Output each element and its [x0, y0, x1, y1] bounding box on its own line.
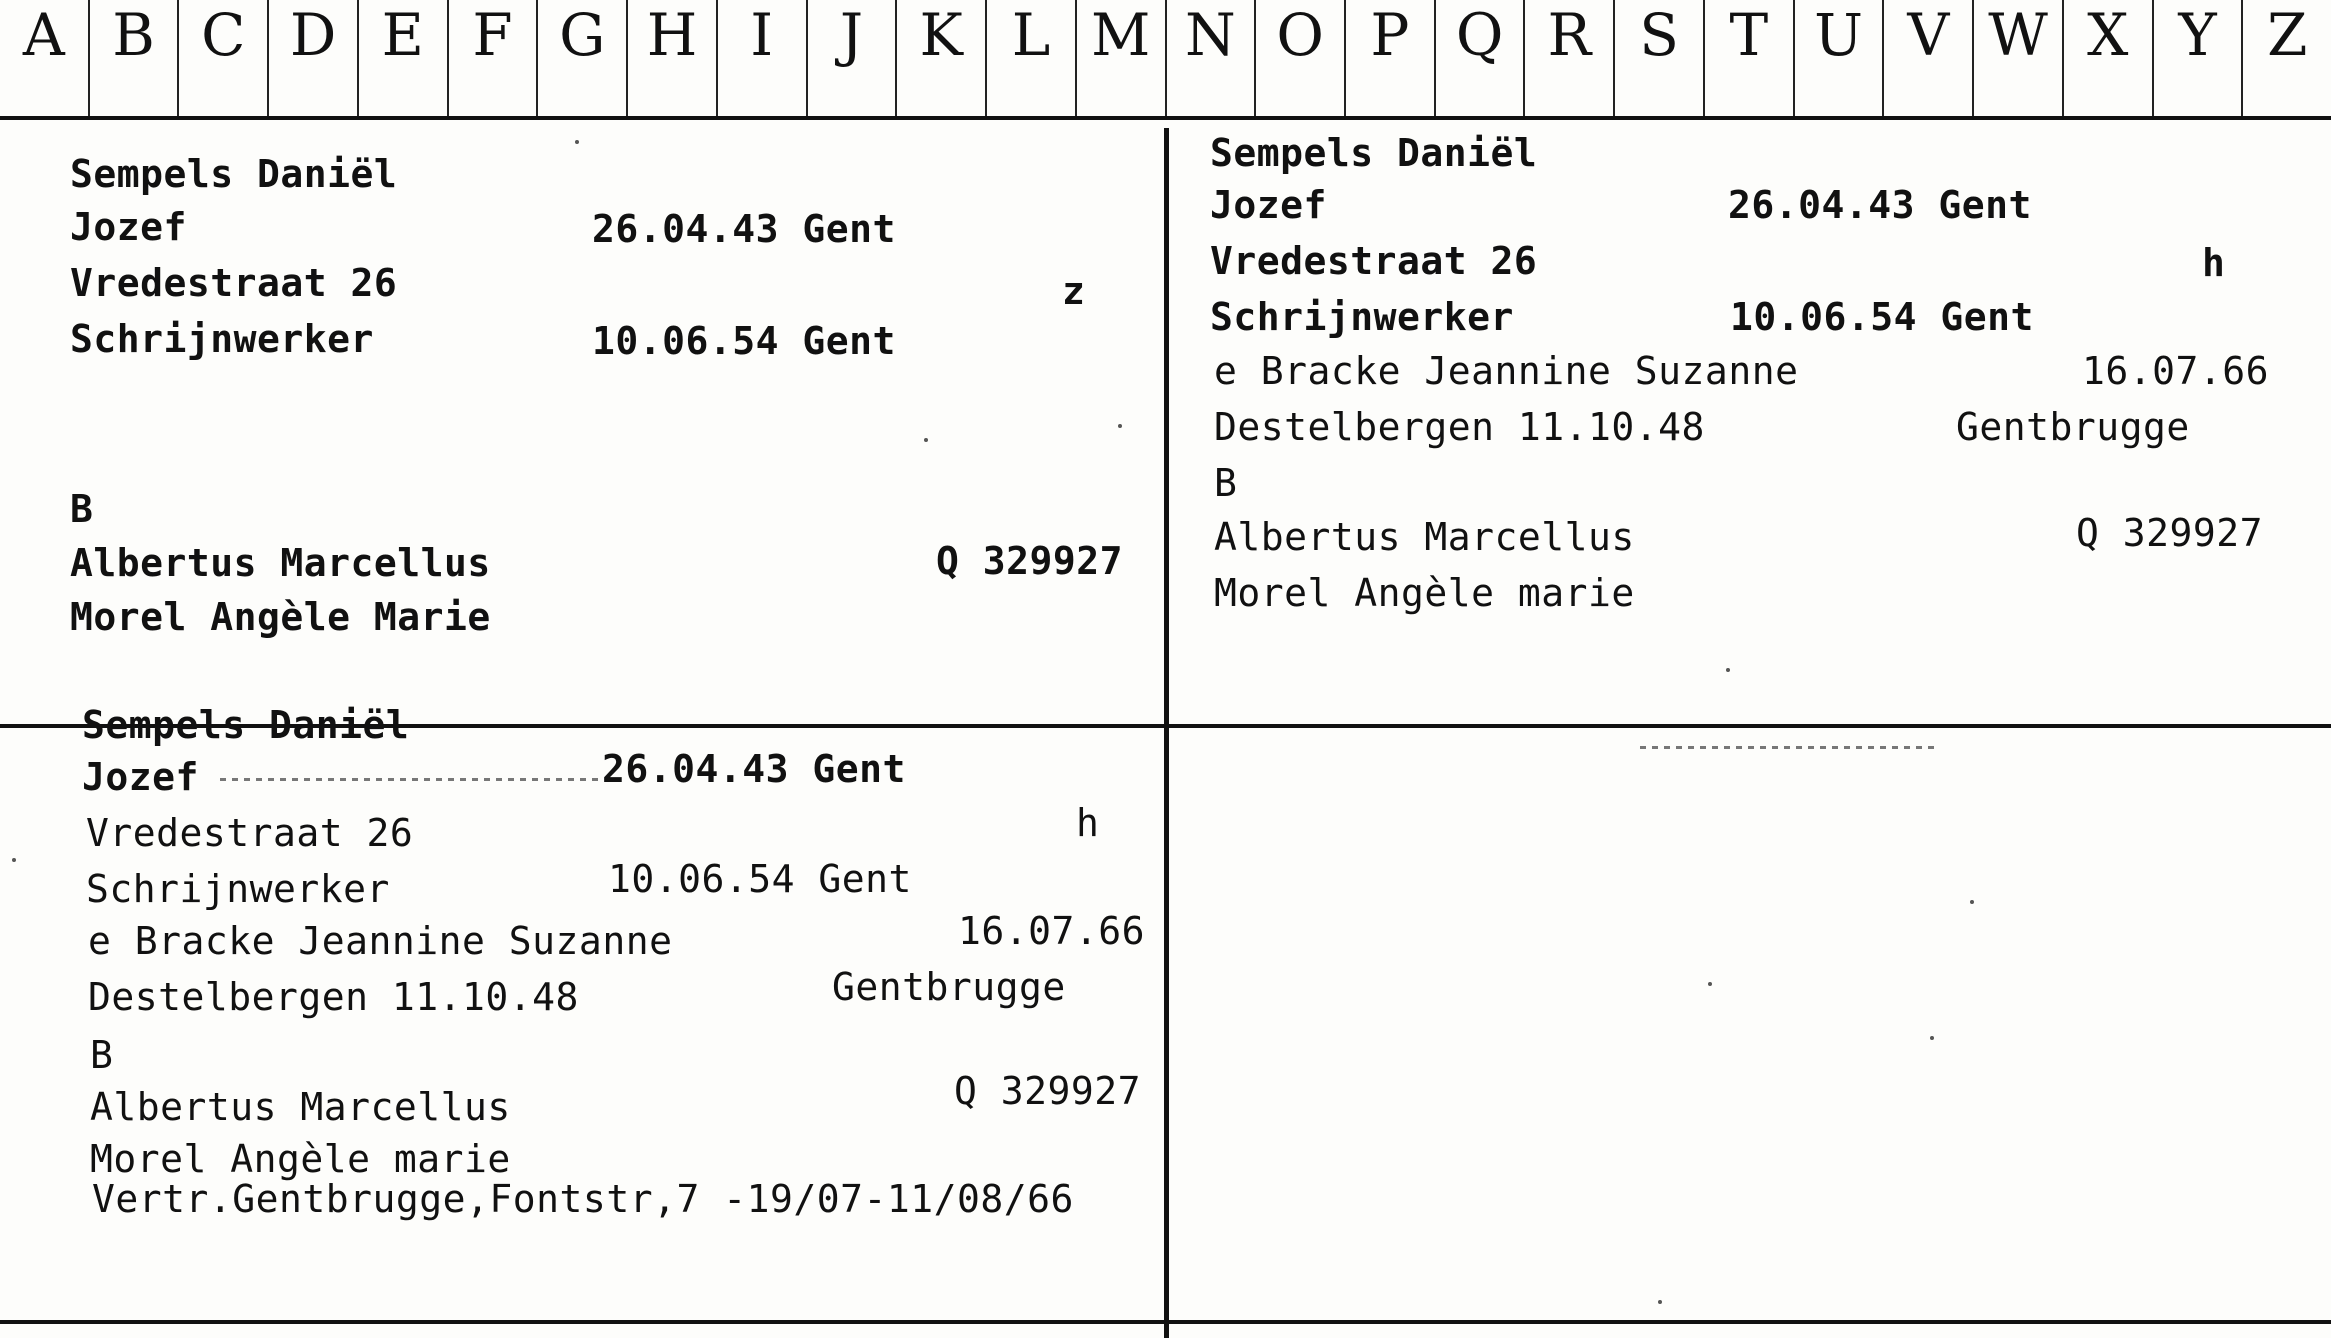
card-top-left-status-code: z — [1062, 269, 1086, 313]
card-bottom-left-spouse: e Bracke Jeannine Suzanne — [88, 919, 673, 963]
card-top-right-first-name: Jozef — [1210, 183, 1327, 227]
card-bottom-left-marriage-date: 16.07.66 — [958, 909, 1146, 953]
alphabet-letter-q: Q — [1436, 0, 1526, 116]
card-top-right-spouse: e Bracke Jeannine Suzanne — [1214, 349, 1799, 393]
card-top-left-name: Sempels Daniël — [70, 152, 398, 196]
card-top-right-father: Albertus Marcellus — [1214, 515, 1635, 559]
card-top-right-status-code: h — [2202, 241, 2226, 285]
card-bottom-left-registered: 10.06.54 Gent — [608, 857, 912, 901]
card-bottom-left-address: Vredestraat 26 — [86, 811, 414, 855]
alphabet-index-strip — [0, 0, 2331, 120]
scan-noise — [1640, 746, 1940, 749]
card-bottom-left-name: Sempels Daniël — [82, 703, 410, 747]
card-bottom-left-mother: Morel Angèle marie — [90, 1137, 511, 1181]
card-bottom-left-spouse-birth: Destelbergen 11.10.48 — [88, 975, 579, 1019]
card-top-left-registered: 10.06.54 Gent — [592, 319, 896, 363]
card-top-left-address: Vredestraat 26 — [70, 261, 398, 305]
scan-speck — [1930, 1036, 1934, 1040]
card-bottom-left-nationality: B — [90, 1033, 114, 1077]
card-top-left-father: Albertus Marcellus — [70, 541, 491, 585]
alphabet-letter-c: C — [179, 0, 269, 116]
alphabet-letter-y: Y — [2154, 0, 2244, 116]
alphabet-letter-v: V — [1884, 0, 1974, 116]
card-bottom-left-occupation: Schrijnwerker — [86, 867, 390, 911]
alphabet-letter-x: X — [2064, 0, 2154, 116]
alphabet-letter-d: D — [269, 0, 359, 116]
card-bottom-left-birth: 26.04.43 Gent — [602, 747, 906, 791]
alphabet-letter-r: R — [1525, 0, 1615, 116]
scan-speck — [1118, 424, 1122, 428]
card-top-left-mother: Morel Angèle Marie — [70, 595, 491, 639]
alphabet-letter-b: B — [90, 0, 180, 116]
card-bottom-left-marriage-place: Gentbrugge — [832, 965, 1066, 1009]
scan-speck — [1726, 668, 1730, 672]
card-top-right-address: Vredestraat 26 — [1210, 239, 1538, 283]
alphabet-letter-g: G — [538, 0, 628, 116]
alphabet-letter-t: T — [1705, 0, 1795, 116]
card-top-right-reference: Q 329927 — [2076, 511, 2264, 555]
card-top-right-nationality: B — [1214, 461, 1238, 505]
alphabet-letter-n: N — [1167, 0, 1257, 116]
card-top-left-nationality: B — [70, 487, 94, 531]
alphabet-letter-h: H — [628, 0, 718, 116]
card-top-right-birth: 26.04.43 Gent — [1728, 183, 2032, 227]
card-top-right-occupation: Schrijnwerker — [1210, 295, 1514, 339]
alphabet-letter-u: U — [1795, 0, 1885, 116]
dotted-leader — [220, 778, 600, 781]
card-bottom-left-departure: Vertr.Gentbrugge,Fontstr,7 -19/07-11/08/66 — [92, 1177, 1074, 1221]
card-bottom-left-reference: Q 329927 — [954, 1069, 1142, 1113]
card-bottom-left-status-code: h — [1076, 801, 1100, 845]
card-top-right-marriage-place: Gentbrugge — [1956, 405, 2190, 449]
alphabet-letter-w: W — [1974, 0, 2064, 116]
scan-speck — [1970, 900, 1974, 904]
alphabet-letter-i: I — [718, 0, 808, 116]
card-top-left-reference: Q 329927 — [936, 539, 1124, 583]
alphabet-letter-z: Z — [2267, 1, 2308, 69]
card-top-left-birth: 26.04.43 Gent — [592, 207, 896, 251]
alphabet-letter-e: E — [359, 0, 449, 116]
scan-speck — [924, 438, 928, 442]
center-divider-vertical — [1164, 128, 1169, 1338]
scan-speck — [12, 858, 16, 862]
scan-speck — [575, 140, 579, 144]
bottom-divider-horizontal — [0, 1320, 2331, 1324]
scan-speck — [1708, 982, 1712, 986]
card-top-left-occupation: Schrijnwerker — [70, 317, 374, 361]
alphabet-letter-k: K — [897, 0, 987, 116]
alphabet-letter-m: M — [1077, 0, 1167, 116]
card-top-right-registered: 10.06.54 Gent — [1730, 295, 2034, 339]
alphabet-letter-p: P — [1346, 0, 1436, 116]
card-bottom-left-father: Albertus Marcellus — [90, 1085, 511, 1129]
card-top-left-first-name: Jozef — [70, 205, 187, 249]
card-top-right-spouse-birth: Destelbergen 11.10.48 — [1214, 405, 1705, 449]
card-top-right-marriage-date: 16.07.66 — [2082, 349, 2270, 393]
card-bottom-left-first-name: Jozef — [82, 755, 199, 799]
alphabet-letter-f: F — [449, 0, 539, 116]
alphabet-letter-j: J — [808, 0, 898, 116]
alphabet-letter-l: L — [987, 0, 1077, 116]
scan-speck — [1658, 1300, 1662, 1304]
alphabet-letter-o: O — [1256, 0, 1346, 116]
card-top-right-name: Sempels Daniël — [1210, 131, 1538, 175]
alphabet-letter-a: A — [0, 0, 90, 116]
card-top-right-mother: Morel Angèle marie — [1214, 571, 1635, 615]
alphabet-letter-s: S — [1615, 0, 1705, 116]
